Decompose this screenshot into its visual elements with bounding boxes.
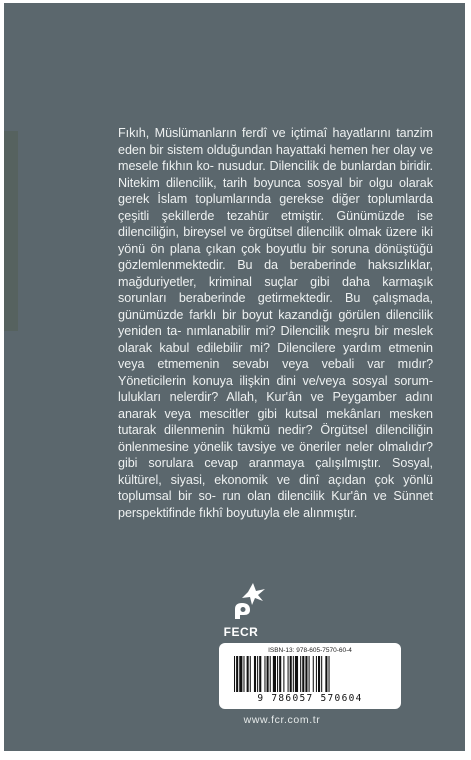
blurb-line: nedir? Örgütsel dilenciliğin önlenmesine yönelik tavsiye ve öneriler	[118, 423, 434, 454]
blurb-line: mescitler gibi kutsal mekânları mesken tutarak dilenmenin hükmü	[118, 406, 434, 437]
isbn-label: ISBN-13: 978-605-7570-60-4	[268, 647, 352, 654]
blurb-line: nımlanabilir mi? Dilencilik meşru bir meslek olarak kabul edilebilir	[118, 324, 434, 355]
spine-edge-strip	[4, 131, 18, 331]
blurb-line: lulukları nelerdir? Allah, Kur'ân ve Peygamber adını anarak veya	[118, 390, 433, 421]
blurb-line: var mıdır? Yöneticilerin konuya ilişkin dini ve/veya sosyal sorum-	[118, 357, 434, 388]
blurb-line: kültürel, siyasi, ekonomik ve dinî açıdan çok yönlü toplumsal bir so-	[118, 472, 433, 503]
blurb-line: daha karmaşık sorunları beraberinde getirmektedir. Bu çalışmada,	[118, 274, 433, 305]
blurb-line: ele alınmıştır.	[283, 505, 358, 520]
barcode-bars	[233, 656, 387, 692]
blurb-line: diğer toplumlarda çeşitli şekillerde tezahür etmiştir. Günümüzde ise	[118, 192, 433, 223]
publisher-website: www.fcr.com.tr	[243, 714, 321, 726]
blurb-line: neler olmalıdır? gibi sorulara cevap aranmaya çalışılmıştır. Sosyal,	[118, 439, 434, 470]
barcode-digits: 9 786057 570604	[257, 693, 363, 704]
barcode	[219, 643, 401, 709]
publisher-name: FECR	[223, 625, 259, 639]
blurb-line: dilenciliğin, bireysel ve örgütsel dilencilik olmak üzere iki yönü ön	[118, 225, 433, 256]
blurb-line: run olan dilencilik Kur'ân ve Sünnet perspektifinde fıkhî boyutuyla	[118, 489, 433, 520]
blurb-line: Bu da beraberinde haksızlıklar, mağduriyetler, kriminal suçlar gibi	[118, 258, 433, 289]
blurb-line: sistem olduğundan hayattaki hemen her olay ve mesele fıkhın ko-	[118, 142, 433, 173]
fecr-logo-icon	[223, 581, 273, 625]
back-cover	[4, 3, 465, 751]
blurb-line: boyunca sosyal bir olgu olarak gerek İslam toplumlarında gerekse	[118, 175, 433, 206]
blurb-line: Fıkıh, Müslümanların ferdî ve içtimaî hayatlarını tanzim eden bir	[118, 126, 433, 157]
blurb-line: plana çıkan çok boyutlu bir soruna dönüştüğü gözlemlenmektedir.	[118, 241, 434, 272]
blurb-line: günümüzde farklı bir boyut kazandığı görülen dilencilik yeniden ta-	[118, 307, 433, 338]
blurb-text	[118, 125, 433, 521]
blurb-line: nusudur. Dilencilik de bunlardan biridir. Nitekim dilencilik, tarih	[118, 159, 434, 190]
blurb-line: mi? Dilencilere yardım etmenin veya etmemenin sevabı veya vebali	[118, 340, 433, 371]
